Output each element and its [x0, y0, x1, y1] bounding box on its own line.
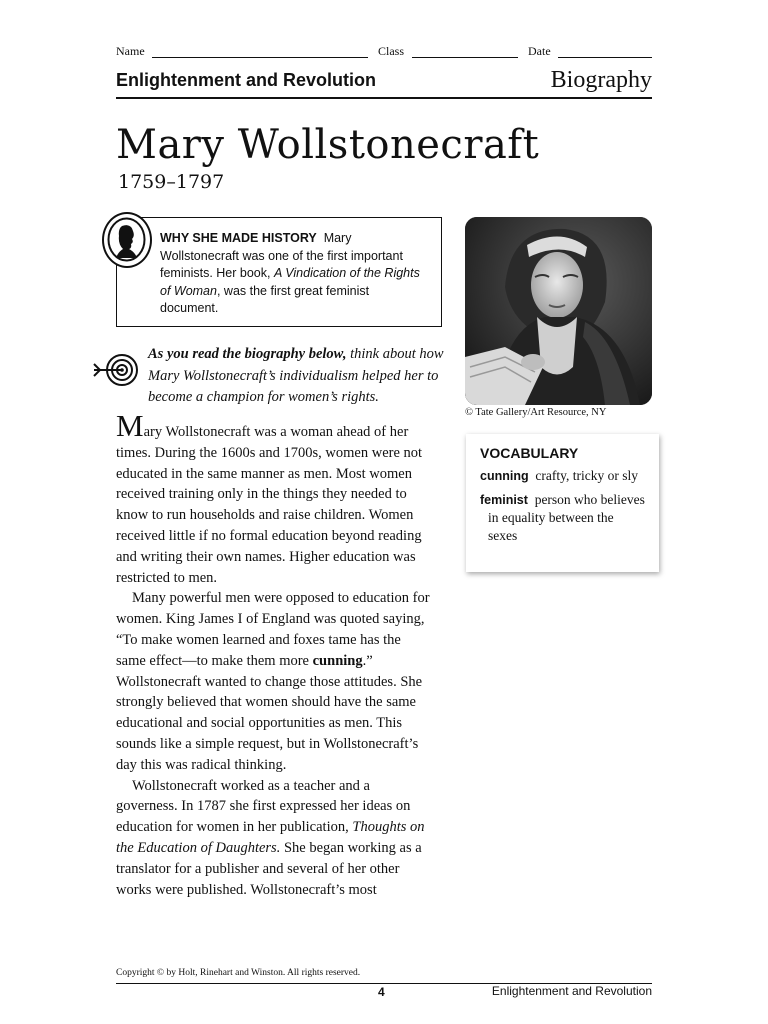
paragraph-text: Many powerful men were opposed to education for women. King James I of England was quoted saying, “To make women learned and foxes tame has the same effect—to make them more	[116, 590, 430, 669]
reading-prompt	[148, 344, 448, 409]
student-info-row	[116, 44, 652, 62]
book-title: A Vindication of the Rights of Woman	[160, 266, 420, 298]
portrait-image	[465, 217, 652, 405]
cameo-silhouette-icon	[102, 212, 152, 268]
vocab-term: feminist	[480, 493, 528, 507]
drop-cap: M	[116, 408, 144, 443]
page-title: Mary Wollstonecraft	[116, 122, 540, 168]
header-rule	[116, 97, 652, 99]
copyright-notice: Copyright © by Holt, Rinehart and Winston. All rights reserved.	[116, 968, 361, 978]
paragraph-text: Wollstonecraft worked as a teacher and a governess. In 1787 she first expressed her ideas on education for women in her publication,	[116, 777, 411, 836]
paragraph-text: .” Wollstonecraft wanted to change those attitudes. She strongly believed that women should have the same educational and social opportunities as men. This sounds like a simple request, but in Wollstonecraft’s day this was radical thinking.	[116, 652, 423, 773]
reading-prompt-lead: As you read the biography below,	[148, 346, 347, 362]
name-label: Name	[116, 44, 145, 58]
paragraph-text: She began working as a translator for a publisher and several of her other works were published. Wollstonecraft’s most	[116, 839, 422, 898]
vocabulary-heading: VOCABULARY	[480, 445, 579, 461]
reading-prompt-rest: think about how Mary Wollstonecraft’s individualism helped her to become a champion for women’s rights.	[148, 346, 444, 405]
why-history-text	[160, 230, 430, 318]
section-type: Biography	[550, 67, 652, 93]
footer-unit-title: Enlightenment and Revolution	[491, 984, 652, 998]
vocab-term: cunning	[480, 469, 529, 483]
publication-title: Thoughts on the Education of Daughters.	[116, 819, 425, 856]
body-paragraph	[116, 588, 432, 775]
name-line	[152, 57, 368, 58]
target-arrow-icon	[92, 348, 140, 392]
vocabulary-box	[466, 434, 659, 572]
vocab-entry	[480, 467, 645, 485]
why-history-text-1: Mary Wollstonecraft was one of the first important feminists. Her book,	[160, 231, 403, 280]
class-line	[412, 57, 518, 58]
biography-body	[116, 408, 432, 900]
why-history-text-2: , was the first great feminist document.	[160, 283, 370, 315]
body-paragraph	[116, 776, 432, 901]
body-paragraph	[116, 408, 432, 588]
vocab-definition: person who believes in equality between the sexes	[488, 492, 645, 543]
paragraph-text: ary Wollstonecraft was a woman ahead of her times. During the 1600s and 1700s, women were not educated in the same manner as men. Most women received training only in the things they needed to know to run households and raise children. Women received little if no formal education beyond reading and writing their own names. Higher education was restricted to men.	[116, 424, 423, 586]
class-label: Class	[378, 44, 405, 58]
vocab-definition: crafty, tricky or sly	[535, 468, 638, 483]
date-line	[558, 57, 652, 58]
vocab-highlight: cunning	[312, 652, 363, 669]
date-label: Date	[528, 44, 551, 58]
unit-title: Enlightenment and Revolution	[116, 70, 376, 90]
life-dates: 1759–1797	[118, 171, 225, 193]
page-number: 4	[378, 985, 385, 999]
vocab-entry	[480, 491, 645, 545]
why-history-heading: WHY SHE MADE HISTORY	[160, 231, 317, 245]
image-credit: © Tate Gallery/Art Resource, NY	[465, 407, 607, 418]
